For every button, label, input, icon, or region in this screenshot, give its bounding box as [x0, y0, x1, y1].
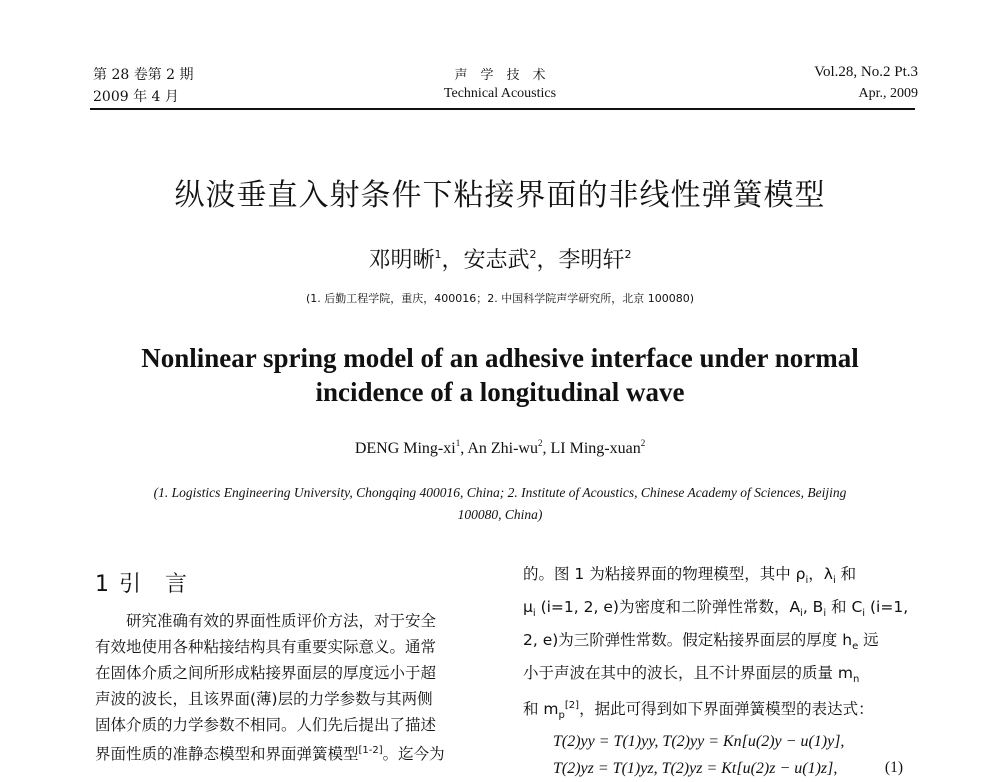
journal-name-cn: 声 学 技 术 [454, 68, 546, 83]
paragraph-line: 声波的波长，且该界面(薄)层的力学参数与其两侧 [95, 690, 433, 708]
paragraph-text: 小于声波在其中的波长，且不计界面层的质量 m [523, 664, 854, 683]
author-cn-2: 安志武 [463, 248, 530, 273]
paragraph-text: 和 C [826, 598, 863, 617]
author-cn-1-affil: 1 [434, 248, 442, 261]
equation-line-2: T(2)yz = T(1)yz, T(2)yz = Kt[u(2)z − u(1)z], [553, 760, 838, 778]
paragraph-line: 的。图 1 为粘接界面的物理模型，其中 $\rho_i$，$\lambda_i$ 和 [523, 565, 857, 587]
paragraph-line [95, 738, 500, 767]
citation[interactable]: [1-2] [358, 745, 383, 756]
author-cn-3: 李明轩 [558, 248, 625, 273]
section-title-part-1: 引 [119, 572, 142, 597]
journal-volume-cn: 第 28 卷第 2 期 [93, 67, 194, 83]
paper-title-en-line-2: incidence of a longitudinal wave [315, 377, 685, 407]
affiliation-en-line-2: 100080, China) [457, 507, 543, 522]
affiliation-en-line-1: (1. Logistics Engineering University, Chongqing 400016, China; 2. Institute of Acoustics, Chinese Academy of Sciences, Beijing [153, 485, 847, 500]
paragraph-text: ，据此可得到如下界面弹簧模型的表达式： [579, 700, 874, 719]
paragraph-text: 。迄今为 [382, 745, 445, 763]
paragraph-text: 界面性质的准静态模型和界面弹簧模型 [95, 745, 359, 763]
paragraph-line: 在固体介质之间所形成粘接界面层的厚度远小于超 [95, 664, 437, 682]
paper-title-en [100, 341, 900, 409]
paragraph-text: 远 [858, 631, 879, 650]
paragraph-text: ，λ [808, 565, 833, 583]
paragraph-text: 和 m [523, 700, 559, 719]
equation-line-1: T(2)yy = T(1)yy, T(2)yy = Kn[u(2)y − u(1)y], [553, 733, 845, 751]
paragraph-text: (i=1, 2, e)为密度和二阶弹性常数，A [535, 598, 801, 617]
journal-date-en: Apr., 2009 [858, 86, 918, 101]
paragraph-text: , B [802, 598, 824, 617]
paragraph-line: 研究准确有效的界面性质评价方法，对于安全 [126, 612, 437, 630]
author-en-3: , LI Ming-xuan [542, 440, 641, 457]
author-en-2: , An Zhi-wu [460, 440, 538, 457]
paragraph-text: μ [523, 598, 533, 617]
author-en-1: DENG Ming-xi [354, 440, 456, 457]
citation[interactable]: [2] [564, 700, 580, 712]
paragraph-line: 和 $m_p[2]$，据此可得到如下界面弹簧模型的表达式： [523, 700, 874, 722]
author-en-3-affil: 2 [640, 438, 646, 448]
right-column-text [523, 561, 923, 782]
author-separator: ， [441, 248, 464, 273]
paragraph-line: 有效地使用各种粘接结构具有重要实际意义。通常 [95, 638, 437, 656]
affiliation-en [100, 482, 900, 526]
author-en-1-affil: 1 [455, 438, 461, 448]
paragraph-line: 小于声波在其中的波长，且不计界面层的质量 $m_n$ [523, 664, 860, 686]
header-rule [90, 108, 915, 110]
authors-cn [0, 243, 1000, 274]
paper-title-en-line-1: Nonlinear spring model of an adhesive interface under normal [141, 343, 859, 373]
equation-line-2-row [523, 755, 923, 782]
paragraph-text: (i=1, [865, 598, 909, 617]
affiliation-cn: (1. 后勤工程学院，重庆，400016；2. 中国科学院声学研究所，北京 100080) [305, 292, 695, 305]
section-title-part-2: 言 [165, 572, 188, 597]
left-column-text [95, 608, 500, 767]
paragraph-line: 固体介质的力学参数不相同。人们先后提出了描述 [95, 716, 437, 734]
paragraph-text: 和 [835, 565, 857, 583]
author-separator: ， [536, 248, 559, 273]
author-cn-2-affil: 2 [529, 248, 537, 261]
paper-title-cn: 纵波垂直入射条件下粘接界面的非线性弹簧模型 [174, 178, 826, 213]
paragraph-line: 2, e)为三阶弹性常数。假定粘接界面层的厚度 $h_e$ 远 [523, 631, 879, 653]
author-cn-1: 邓明晰 [368, 248, 435, 273]
journal-volume-en: Vol.28, No.2 Pt.3 [814, 64, 918, 80]
author-cn-3-affil: 2 [624, 248, 632, 261]
author-en-2-affil: 2 [537, 438, 543, 448]
paragraph-line: $\mu_i$ (i=1, 2, e)为密度和二阶弹性常数，$A_i$, $B_i$ 和 $C_i$ (i=1, [523, 598, 909, 620]
section-number: 1 [95, 572, 109, 597]
paragraph-text: 2, e)为三阶弹性常数。假定粘接界面层的厚度 h [523, 631, 853, 650]
section-heading-introduction [95, 567, 187, 598]
equation-number: (1) [884, 759, 903, 777]
journal-date-cn: 2009 年 4 月 [93, 89, 179, 105]
authors-en [0, 438, 1000, 458]
journal-name-en: Technical Acoustics [443, 86, 557, 101]
paragraph-text: 的。图 1 为粘接界面的物理模型，其中 ρ [523, 565, 806, 583]
